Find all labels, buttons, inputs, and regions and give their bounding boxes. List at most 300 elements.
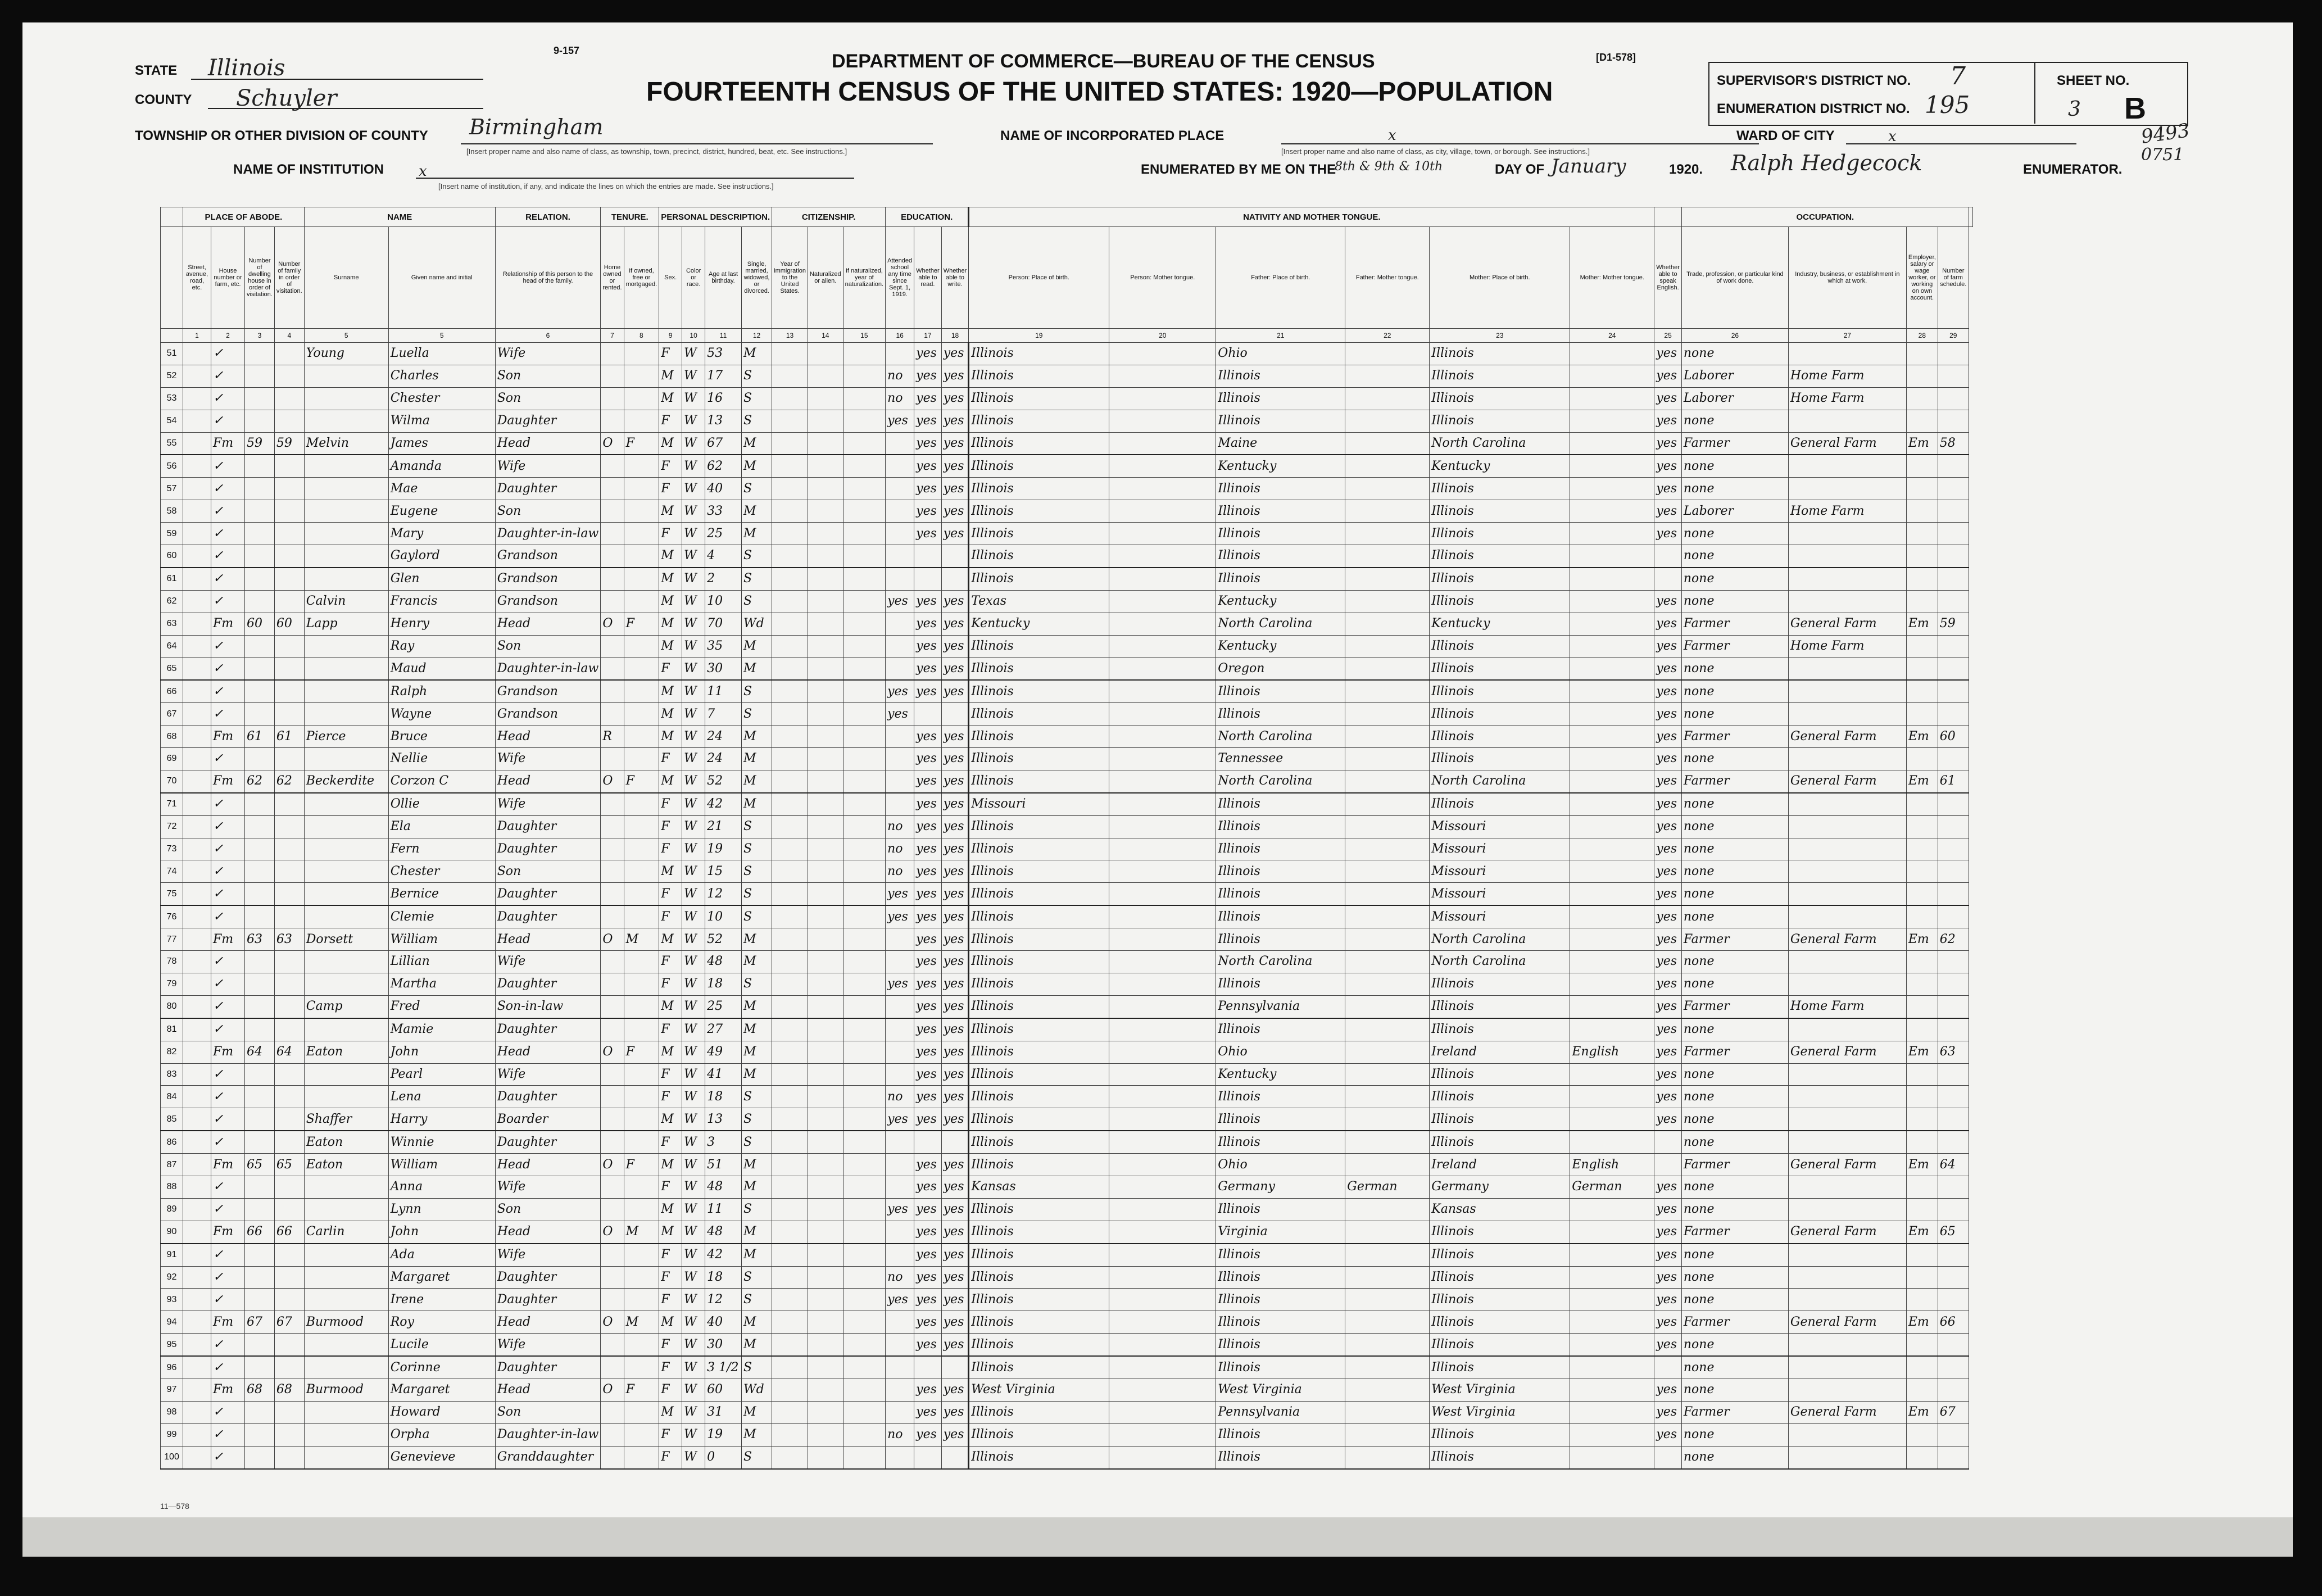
table-cell: ✓	[211, 973, 245, 995]
table-cell	[1938, 973, 1969, 995]
table-cell	[274, 703, 304, 726]
table-cell	[304, 1401, 388, 1423]
table-cell	[245, 590, 275, 613]
table-cell: yes	[941, 793, 969, 815]
table-cell: North Carolina	[1216, 613, 1345, 635]
table-cell: ✓	[211, 1423, 245, 1446]
table-cell: Em	[1906, 928, 1938, 951]
table-row	[161, 365, 1973, 387]
table-cell	[886, 635, 914, 658]
table-cell	[843, 860, 885, 883]
table-cell	[772, 680, 808, 702]
table-cell: John	[388, 1041, 495, 1063]
table-cell	[1570, 410, 1654, 432]
table-cell: M	[659, 928, 682, 951]
column-header: Whether able to speak English.	[1654, 227, 1682, 329]
table-cell	[1570, 860, 1654, 883]
table-cell: Fm	[211, 1379, 245, 1401]
table-cell: F	[659, 1379, 682, 1401]
table-cell	[624, 410, 659, 432]
table-cell: F	[659, 1176, 682, 1198]
table-cell	[183, 1086, 211, 1108]
table-cell	[1788, 1446, 1906, 1468]
table-cell: Illinois	[969, 432, 1109, 455]
table-cell: Illinois	[969, 387, 1109, 410]
table-cell	[304, 1423, 388, 1446]
table-cell: Farmer	[1681, 928, 1788, 951]
table-cell: W	[682, 703, 705, 726]
column-number: 5	[304, 329, 388, 343]
table-cell: yes	[914, 748, 942, 770]
table-cell: F	[624, 1154, 659, 1176]
table-cell	[1570, 1311, 1654, 1334]
table-cell: Head	[495, 1221, 601, 1243]
table-row	[161, 726, 1973, 748]
table-cell: Farmer	[1681, 432, 1788, 455]
table-cell	[1906, 523, 1938, 545]
table-cell: West Virginia	[969, 1379, 1109, 1401]
table-cell: 65	[1938, 1221, 1969, 1243]
table-cell	[1570, 1334, 1654, 1356]
table-cell: yes	[941, 1154, 969, 1176]
table-cell: W	[682, 365, 705, 387]
table-cell	[1345, 1379, 1430, 1401]
table-cell	[1906, 1379, 1938, 1401]
table-cell: yes	[941, 387, 969, 410]
table-cell: Illinois	[1216, 793, 1345, 815]
table-cell	[1788, 838, 1906, 860]
table-cell: Harry	[388, 1108, 495, 1131]
table-cell: F	[659, 1446, 682, 1468]
table-cell	[1345, 838, 1430, 860]
table-cell	[1938, 793, 1969, 815]
table-cell	[772, 1063, 808, 1086]
column-number: 7	[601, 329, 624, 343]
table-cell: 3 1/2	[705, 1356, 742, 1379]
table-cell: Son-in-law	[495, 995, 601, 1018]
line-number: 51	[161, 343, 183, 365]
sheet-letter: B	[2124, 92, 2146, 125]
table-cell	[843, 770, 885, 792]
table-cell: ✓	[211, 635, 245, 658]
table-cell: ✓	[211, 1063, 245, 1086]
table-cell: W	[682, 545, 705, 568]
table-cell: 63	[1938, 1041, 1969, 1063]
table-cell	[1570, 748, 1654, 770]
table-cell	[843, 1379, 885, 1401]
table-cell	[808, 905, 843, 928]
table-cell	[245, 1108, 275, 1131]
table-cell	[1109, 883, 1216, 905]
table-cell: ✓	[211, 1018, 245, 1041]
table-cell	[1788, 748, 1906, 770]
table-cell: General Farm	[1788, 928, 1906, 951]
line-number: 95	[161, 1334, 183, 1356]
table-cell	[601, 905, 624, 928]
table-cell: ✓	[211, 860, 245, 883]
table-cell: ✓	[211, 568, 245, 590]
table-cell: Oregon	[1216, 658, 1345, 680]
table-cell: Illinois	[969, 1154, 1109, 1176]
table-cell: S	[741, 1289, 772, 1311]
table-cell: M	[741, 635, 772, 658]
table-cell	[183, 1221, 211, 1243]
table-row	[161, 1131, 1973, 1153]
table-cell	[274, 883, 304, 905]
table-cell: yes	[886, 883, 914, 905]
table-cell: yes	[1654, 1108, 1682, 1131]
table-cell	[274, 478, 304, 500]
table-cell: Illinois	[969, 726, 1109, 748]
table-cell	[886, 658, 914, 680]
table-cell	[1938, 1131, 1969, 1153]
table-cell: F	[659, 478, 682, 500]
table-cell: Head	[495, 1311, 601, 1334]
table-cell	[304, 500, 388, 523]
table-cell	[772, 365, 808, 387]
table-cell: Illinois	[969, 343, 1109, 365]
table-cell	[1788, 1198, 1906, 1221]
table-cell: ✓	[211, 343, 245, 365]
table-cell	[843, 680, 885, 702]
table-cell: yes	[941, 343, 969, 365]
table-cell: W	[682, 883, 705, 905]
table-cell: Ada	[388, 1244, 495, 1266]
column-number: 19	[969, 329, 1109, 343]
table-cell	[1906, 1108, 1938, 1131]
line-number: 56	[161, 455, 183, 477]
table-cell: Bruce	[388, 726, 495, 748]
table-cell: W	[682, 995, 705, 1018]
table-cell: yes	[941, 523, 969, 545]
table-cell	[772, 726, 808, 748]
table-cell: yes	[914, 387, 942, 410]
table-cell	[843, 455, 885, 477]
table-cell: none	[1681, 793, 1788, 815]
table-cell: Home Farm	[1788, 995, 1906, 1018]
table-cell: Son	[495, 1198, 601, 1221]
table-cell: M	[659, 1198, 682, 1221]
line-number: 65	[161, 658, 183, 680]
table-cell: yes	[886, 703, 914, 726]
table-cell: ✓	[211, 365, 245, 387]
table-cell: W	[682, 838, 705, 860]
table-cell: Fm	[211, 726, 245, 748]
table-cell: Kentucky	[1216, 635, 1345, 658]
table-cell	[601, 973, 624, 995]
table-cell	[1938, 905, 1969, 928]
table-cell	[1109, 455, 1216, 477]
column-number: 21	[1216, 329, 1345, 343]
table-cell: Illinois	[1430, 1311, 1570, 1334]
table-cell	[886, 995, 914, 1018]
column-header: Year of immigration to the United States.	[772, 227, 808, 329]
table-cell: none	[1681, 410, 1788, 432]
table-cell: Wife	[495, 793, 601, 815]
table-cell: none	[1681, 815, 1788, 838]
table-cell: W	[682, 1379, 705, 1401]
table-cell: Francis	[388, 590, 495, 613]
column-header: If owned, free or mortgaged.	[624, 227, 659, 329]
table-cell	[601, 995, 624, 1018]
table-cell: yes	[914, 1108, 942, 1131]
table-cell: Lynn	[388, 1198, 495, 1221]
table-cell: M	[659, 590, 682, 613]
table-cell	[1938, 1423, 1969, 1446]
table-cell	[1345, 748, 1430, 770]
table-cell	[1570, 703, 1654, 726]
table-cell	[1654, 1131, 1682, 1153]
table-cell: 3	[705, 1131, 742, 1153]
table-cell	[772, 1379, 808, 1401]
table-cell: yes	[941, 410, 969, 432]
table-cell	[843, 951, 885, 973]
table-cell: S	[741, 1356, 772, 1379]
table-cell	[1938, 1356, 1969, 1379]
table-cell: W	[682, 478, 705, 500]
table-cell	[1938, 387, 1969, 410]
table-cell: yes	[914, 365, 942, 387]
table-cell: ✓	[211, 1198, 245, 1221]
table-cell	[1906, 343, 1938, 365]
table-cell: Pearl	[388, 1063, 495, 1086]
line-number: 54	[161, 410, 183, 432]
table-cell: M	[741, 995, 772, 1018]
table-cell	[1109, 1154, 1216, 1176]
table-cell: Illinois	[1216, 680, 1345, 702]
table-cell: M	[659, 500, 682, 523]
table-cell: James	[388, 432, 495, 455]
table-cell	[772, 545, 808, 568]
table-cell	[1938, 1266, 1969, 1289]
table-cell: Melvin	[304, 432, 388, 455]
line-number: 62	[161, 590, 183, 613]
line-number: 74	[161, 860, 183, 883]
table-cell	[886, 343, 914, 365]
table-cell: Illinois	[969, 1446, 1109, 1468]
table-cell	[772, 1446, 808, 1468]
table-cell	[1938, 343, 1969, 365]
margin-code-2: 0751	[2141, 145, 2184, 165]
table-cell: yes	[914, 905, 942, 928]
table-cell: yes	[941, 432, 969, 455]
table-cell	[914, 703, 942, 726]
table-cell: yes	[941, 1334, 969, 1356]
line-number: 68	[161, 726, 183, 748]
table-cell	[1788, 973, 1906, 995]
table-cell: F	[659, 1063, 682, 1086]
table-cell	[1109, 478, 1216, 500]
table-cell: Illinois	[1216, 1198, 1345, 1221]
table-cell: none	[1681, 523, 1788, 545]
table-cell	[1906, 500, 1938, 523]
table-cell: F	[659, 523, 682, 545]
table-cell	[601, 703, 624, 726]
table-cell	[624, 1131, 659, 1153]
table-cell: 21	[705, 815, 742, 838]
table-cell: Kentucky	[1216, 455, 1345, 477]
table-cell: William	[388, 928, 495, 951]
table-cell	[772, 568, 808, 590]
table-cell	[843, 545, 885, 568]
table-cell	[886, 1154, 914, 1176]
table-cell: yes	[941, 860, 969, 883]
table-cell: 51	[705, 1154, 742, 1176]
table-cell	[843, 1198, 885, 1221]
table-cell	[772, 1154, 808, 1176]
table-cell	[1938, 1198, 1969, 1221]
table-cell: S	[741, 1198, 772, 1221]
table-cell	[914, 545, 942, 568]
table-cell	[886, 748, 914, 770]
table-cell	[1345, 703, 1430, 726]
table-cell	[843, 1401, 885, 1423]
table-cell	[245, 815, 275, 838]
table-cell	[274, 343, 304, 365]
table-cell	[1109, 951, 1216, 973]
table-cell	[886, 928, 914, 951]
table-cell	[772, 455, 808, 477]
table-cell	[1345, 726, 1430, 748]
table-cell: 67	[245, 1311, 275, 1334]
table-cell: Pennsylvania	[1216, 995, 1345, 1018]
table-cell	[624, 1289, 659, 1311]
table-cell: Martha	[388, 973, 495, 995]
column-number: 13	[772, 329, 808, 343]
table-cell: yes	[941, 1086, 969, 1108]
table-cell: Illinois	[1216, 1423, 1345, 1446]
table-cell: W	[682, 748, 705, 770]
table-cell	[843, 748, 885, 770]
table-cell	[1345, 1108, 1430, 1131]
table-cell: M	[659, 1154, 682, 1176]
table-cell: M	[741, 748, 772, 770]
table-cell: yes	[1654, 1221, 1682, 1243]
table-cell	[1109, 860, 1216, 883]
table-row	[161, 1244, 1973, 1266]
column-number: 15	[843, 329, 885, 343]
table-cell: no	[886, 1423, 914, 1446]
table-cell: Missouri	[1430, 815, 1570, 838]
column-number: 17	[914, 329, 942, 343]
table-cell: W	[682, 951, 705, 973]
table-cell	[886, 793, 914, 815]
table-cell	[886, 1446, 914, 1468]
table-cell: yes	[1654, 613, 1682, 635]
table-cell: 42	[705, 1244, 742, 1266]
table-row	[161, 815, 1973, 838]
table-cell	[601, 748, 624, 770]
state-value: Illinois	[208, 55, 285, 81]
table-cell	[941, 1446, 969, 1468]
table-cell: W	[682, 500, 705, 523]
table-cell	[1570, 1423, 1654, 1446]
table-cell: Maud	[388, 658, 495, 680]
table-cell	[843, 1108, 885, 1131]
table-cell	[886, 1176, 914, 1198]
table-cell: Fm	[211, 1041, 245, 1063]
line-number: 92	[161, 1266, 183, 1289]
table-cell: ✓	[211, 838, 245, 860]
table-cell	[274, 658, 304, 680]
line-number: 96	[161, 1356, 183, 1379]
table-cell: W	[682, 455, 705, 477]
table-cell	[843, 1018, 885, 1041]
table-cell	[183, 680, 211, 702]
table-cell: yes	[941, 1401, 969, 1423]
column-number: 22	[1345, 329, 1430, 343]
table-cell: yes	[914, 1154, 942, 1176]
table-cell	[601, 951, 624, 973]
table-cell: 18	[705, 973, 742, 995]
table-cell	[183, 703, 211, 726]
table-cell: Fm	[211, 613, 245, 635]
table-cell	[245, 500, 275, 523]
table-row	[161, 680, 1973, 702]
table-cell	[808, 1334, 843, 1356]
table-cell: W	[682, 432, 705, 455]
table-cell: O	[601, 432, 624, 455]
table-cell: Grandson	[495, 680, 601, 702]
table-cell: Illinois	[1216, 568, 1345, 590]
table-cell: Daughter	[495, 1131, 601, 1153]
table-cell	[274, 793, 304, 815]
table-cell	[1788, 658, 1906, 680]
table-cell	[808, 410, 843, 432]
table-cell: none	[1681, 951, 1788, 973]
table-cell	[772, 1423, 808, 1446]
table-cell	[808, 387, 843, 410]
table-cell	[808, 1379, 843, 1401]
table-row	[161, 1176, 1973, 1198]
table-cell	[1109, 1108, 1216, 1131]
table-cell: W	[682, 1334, 705, 1356]
table-cell: 60	[274, 613, 304, 635]
table-cell: none	[1681, 1018, 1788, 1041]
table-cell: Germany	[1216, 1176, 1345, 1198]
table-cell: Pierce	[304, 726, 388, 748]
table-cell: Farmer	[1681, 1041, 1788, 1063]
table-cell: W	[682, 1446, 705, 1468]
table-cell	[1109, 1266, 1216, 1289]
table-cell	[1906, 545, 1938, 568]
table-cell	[1345, 951, 1430, 973]
table-cell: Fm	[211, 928, 245, 951]
table-cell	[1906, 905, 1938, 928]
table-row	[161, 838, 1973, 860]
table-cell	[1570, 387, 1654, 410]
table-cell	[1938, 680, 1969, 702]
table-cell	[1570, 1266, 1654, 1289]
table-cell: 24	[705, 726, 742, 748]
column-number: 4	[274, 329, 304, 343]
table-cell	[886, 523, 914, 545]
table-cell: S	[741, 1266, 772, 1289]
table-cell: yes	[1654, 590, 1682, 613]
table-cell: Head	[495, 432, 601, 455]
table-cell	[808, 995, 843, 1018]
table-cell: Wd	[741, 613, 772, 635]
table-cell: yes	[1654, 838, 1682, 860]
table-cell: Daughter-in-law	[495, 658, 601, 680]
table-cell	[1109, 432, 1216, 455]
table-cell	[601, 1446, 624, 1468]
table-cell: ✓	[211, 995, 245, 1018]
table-cell: none	[1681, 1108, 1788, 1131]
table-cell	[843, 703, 885, 726]
table-cell: 65	[274, 1154, 304, 1176]
enumerator-name: Ralph Hedgecock	[1731, 151, 1922, 175]
